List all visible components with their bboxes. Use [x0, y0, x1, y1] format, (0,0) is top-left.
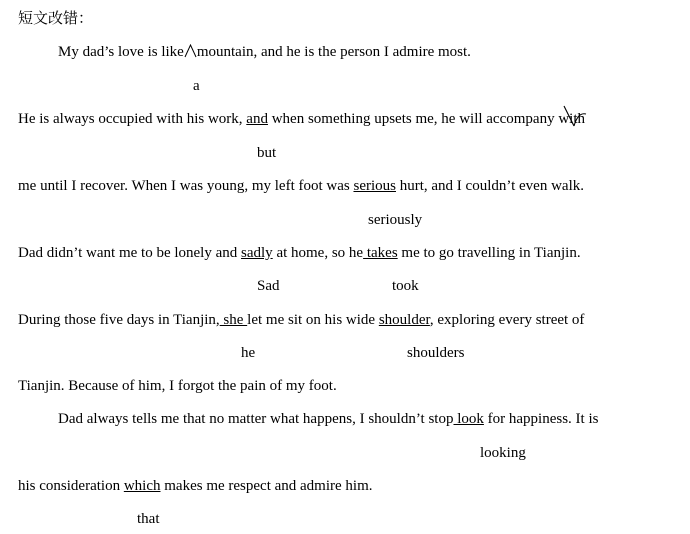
error-word: she — [219, 312, 248, 328]
insertion-caret-icon — [184, 44, 197, 58]
text-segment: me until I recover. When I was young, my left foot was — [18, 178, 354, 194]
text-segment: Dad always tells me that no matter what happens, I shouldn’t stop — [58, 411, 454, 427]
error-word: and — [246, 111, 268, 127]
text-line-4 — [18, 244, 581, 262]
error-word: takes — [363, 245, 398, 261]
text-line-5 — [18, 311, 584, 329]
text-segment: at home, so he — [272, 245, 364, 261]
error-word: sadly — [241, 245, 273, 261]
correction-8: looking — [480, 445, 526, 461]
error-word: look — [453, 411, 484, 427]
text-segment: makes me respect and admire him. — [160, 478, 373, 494]
correction-2: but — [257, 145, 277, 161]
correction-1: a — [193, 78, 200, 94]
error-word: shoulder — [378, 312, 430, 328]
text-segment: During those five days in Tianjin, — [18, 312, 220, 328]
text-segment: My dad’s love is like — [58, 44, 184, 60]
correction-4: Sad — [257, 278, 280, 294]
text-segment: , exploring every street of — [429, 312, 585, 328]
text-segment: me to go travelling in Tianjin. — [397, 245, 581, 261]
error-word: which — [123, 478, 161, 494]
text-segment: Dad didn’t want me to be lonely and — [18, 245, 242, 261]
text-segment: when something upsets me, he will accompany — [267, 111, 559, 127]
text-line-6: Tianjin. Because of him, I forgot the pain of my foot. — [18, 378, 337, 394]
correction-7: shoulders — [407, 345, 465, 361]
correction-6: he — [241, 345, 256, 361]
correction-9: that — [137, 511, 160, 527]
correction-5: took — [392, 278, 419, 294]
error-word: serious — [353, 178, 396, 194]
deleted-word: with — [558, 110, 585, 128]
text-line-2 — [18, 110, 585, 128]
text-line-7 — [58, 410, 598, 428]
text-line-8 — [18, 477, 373, 495]
page-title: 短文改错： — [18, 11, 94, 27]
text-segment: He is always occupied with his work, — [18, 111, 247, 127]
text-segment: mountain, and he is the person I admire most. — [196, 44, 471, 60]
text-segment: let me sit on his wide — [247, 312, 379, 328]
text-segment: his consideration — [18, 478, 124, 494]
text-segment: for happiness. It is — [483, 411, 599, 427]
text-line-1 — [58, 43, 471, 61]
text-segment: hurt, and I couldn’t even walk. — [395, 178, 584, 194]
correction-3: seriously — [368, 212, 423, 228]
text-line-3 — [18, 177, 584, 195]
deletion-mark-icon — [558, 102, 588, 132]
